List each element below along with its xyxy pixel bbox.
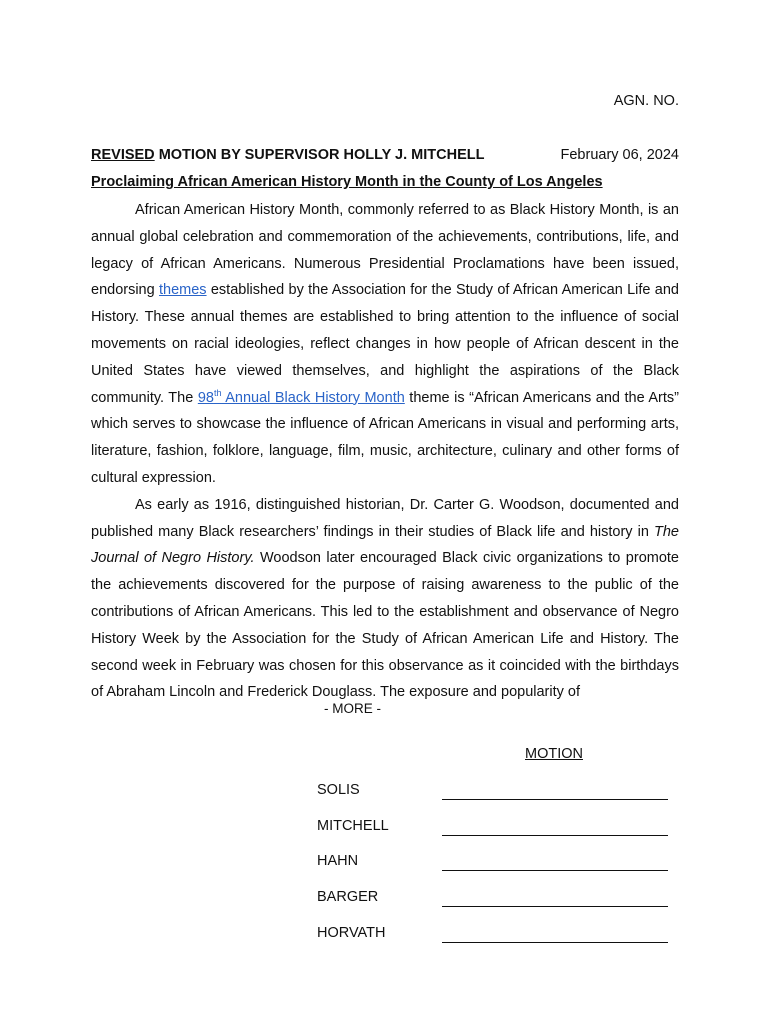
signature-line (442, 835, 668, 836)
vote-row-horvath (317, 925, 669, 947)
supervisor-name: BARGER (317, 889, 379, 905)
link-th-superscript: th (213, 387, 222, 398)
supervisor-name: HORVATH (317, 925, 386, 941)
paragraph-2-text-a: As early as 1916, distinguished historian, Dr. Carter G. Woodson, documented and published many Black researchers’ findings in their studies of Black life and history in (91, 496, 679, 540)
paragraph-1-text-c: theme is “African Americans and the Arts” which serves to showcase the influence of African Americans in visual and performing arts, literature, fashion, folklore, language, film, music, architecture, culinary and other forms of cultural expression. (91, 389, 679, 486)
vote-row-solis (317, 782, 669, 804)
paragraph-1 (91, 197, 679, 492)
signature-line (442, 906, 668, 907)
journal-title: The Journal of Negro History. (91, 523, 679, 567)
vote-row-barger (317, 889, 669, 911)
paragraph-2-text-b: Woodson later encouraged Black civic organizations to promote the achievements discovered for the purpose of raising awareness to the public of the contributions of African Americans. This led to the establishment and observance of Negro History Week by the Association for the Study of African American Life and History. The second week in February was chosen for this observance as it coincided with the birthdays of Abraham Lincoln and Frederick Douglass. The exposure and popularity of (91, 550, 680, 701)
supervisor-name: HAHN (317, 853, 359, 869)
signature-line (442, 942, 668, 943)
motion-date: February 06, 2024 (560, 147, 679, 163)
agenda-number-label: AGN. NO. (613, 93, 679, 109)
link-rest: Annual Black History Month (221, 389, 405, 406)
supervisor-name: MITCHELL (317, 818, 389, 834)
signature-line (442, 870, 668, 871)
more-indicator: - MORE - (324, 701, 381, 716)
revised-label: REVISED (91, 147, 155, 163)
motion-subtitle: Proclaiming African American History Month in the County of Los Angeles (91, 174, 603, 190)
themes-link[interactable]: themes (159, 282, 207, 299)
black-history-month-link[interactable] (197, 387, 405, 406)
supervisor-name: SOLIS (317, 782, 360, 798)
vote-row-mitchell (317, 818, 669, 840)
motion-header (91, 147, 679, 163)
link-98: 98 (197, 389, 214, 406)
paragraph-1-text-b: established by the Association for the Study of African American Life and History. These annual themes are established to bring attention to the influence of social movements on racial ideologies, reflect changes in how people of African descent in the United States have viewed themselves, and highlight the aspirations of the Black community. The (91, 282, 679, 406)
motion-by-label: MOTION BY SUPERVISOR HOLLY J. MITCHELL (154, 147, 485, 163)
signature-line (442, 799, 668, 800)
motion-vote-title: MOTION (525, 746, 583, 762)
paragraph-1-text-a: African American History Month, commonly referred to as Black History Month, is an annual global celebration and commemoration of the achievements, contributions, life, and legacy of African Americans. Numerous Presidential Proclamations have been issued, endorsing (91, 202, 679, 299)
paragraph-2 (91, 492, 679, 706)
motion-body (91, 197, 679, 706)
vote-row-hahn (317, 853, 669, 875)
